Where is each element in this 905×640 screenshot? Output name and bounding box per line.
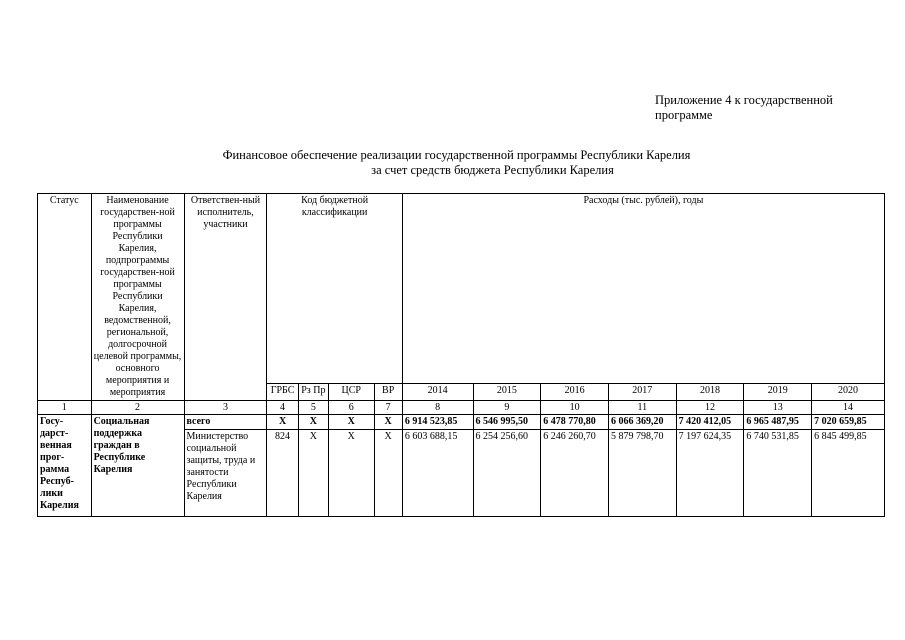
- ministry-value-2015: 6 254 256,60: [473, 430, 541, 517]
- header-year-2016: 2016: [541, 384, 609, 401]
- col-number: 2: [91, 401, 184, 415]
- col-number: 14: [812, 401, 885, 415]
- header-year-2017: 2017: [608, 384, 676, 401]
- ministry-rzpr: X: [298, 430, 328, 517]
- header-vr: ВР: [374, 384, 402, 401]
- ministry-value-2020: 6 845 499,85: [812, 430, 885, 517]
- appendix-label: Приложение 4 к государственной программе: [655, 93, 833, 122]
- ministry-value-2018: 7 197 624,35: [676, 430, 744, 517]
- col-number: 3: [184, 401, 267, 415]
- financing-table: [37, 193, 885, 517]
- program-name: Социальная поддержка граждан в Республике Карелия: [91, 415, 184, 517]
- header-year-2020: 2020: [812, 384, 885, 401]
- header-executor: Ответствен-ный исполнитель, участники: [184, 194, 267, 401]
- total-vr: X: [374, 415, 402, 430]
- total-rzpr: X: [298, 415, 328, 430]
- header-year-2014: 2014: [402, 384, 473, 401]
- header-grbs: ГРБС: [267, 384, 298, 401]
- ministry-value-2016: 6 246 260,70: [541, 430, 609, 517]
- header-year-2018: 2018: [676, 384, 744, 401]
- total-value-2020: 7 020 659,85: [812, 415, 885, 430]
- col-number: 9: [473, 401, 541, 415]
- ministry-vr: X: [374, 430, 402, 517]
- ministry-value-2019: 6 740 531,85: [744, 430, 812, 517]
- col-number: 7: [374, 401, 402, 415]
- col-number: 10: [541, 401, 609, 415]
- col-number: 6: [329, 401, 374, 415]
- total-value-2016: 6 478 770,80: [541, 415, 609, 430]
- column-number-row: [38, 401, 885, 415]
- col-number: 13: [744, 401, 812, 415]
- total-value-2015: 6 546 995,50: [473, 415, 541, 430]
- total-value-2019: 6 965 487,95: [744, 415, 812, 430]
- ministry-grbs: 824: [267, 430, 298, 517]
- total-value-2017: 6 066 369,20: [608, 415, 676, 430]
- col-number: 1: [38, 401, 92, 415]
- table-row-total: [38, 415, 885, 430]
- total-grbs: X: [267, 415, 298, 430]
- total-value-2018: 7 420 412,05: [676, 415, 744, 430]
- ministry-value-2017: 5 879 798,70: [608, 430, 676, 517]
- header-budget-code: Код бюджетной классификации: [267, 194, 402, 384]
- header-name: Наименование государствен-ной программы Республики Карелия, подпрограммы государствен-ной программы Республики Карелия, ведомственной, региональной, долгосрочной целевой программы, основного мероприятия и мероприятия: [91, 194, 184, 401]
- header-expenses: Расходы (тыс. рублей), годы: [402, 194, 884, 384]
- header-row-1: [38, 194, 885, 384]
- ministry-value-2014: 6 603 688,15: [402, 430, 473, 517]
- header-csr: ЦСР: [329, 384, 374, 401]
- col-number: 4: [267, 401, 298, 415]
- header-status: Статус: [38, 194, 92, 401]
- ministry-executor: Министерство социальной защиты, труда и занятости Республики Карелия: [184, 430, 267, 517]
- ministry-csr: X: [329, 430, 374, 517]
- col-number: 11: [608, 401, 676, 415]
- col-number: 8: [402, 401, 473, 415]
- col-number: 12: [676, 401, 744, 415]
- header-year-2019: 2019: [744, 384, 812, 401]
- title-line-2: за счет средств бюджета Республики Карелия: [371, 163, 614, 177]
- col-number: 5: [298, 401, 328, 415]
- total-value-2014: 6 914 523,85: [402, 415, 473, 430]
- header-year-2015: 2015: [473, 384, 541, 401]
- program-status: Госу-дарст-венная прог-рамма Респуб-лики Карелия: [38, 415, 92, 517]
- total-executor: всего: [184, 415, 267, 430]
- document-title: [0, 148, 905, 178]
- total-csr: X: [329, 415, 374, 430]
- header-rzpr: Рз Пр: [298, 384, 328, 401]
- title-line-1: Финансовое обеспечение реализации государственной программы Республики Карелия: [222, 148, 691, 162]
